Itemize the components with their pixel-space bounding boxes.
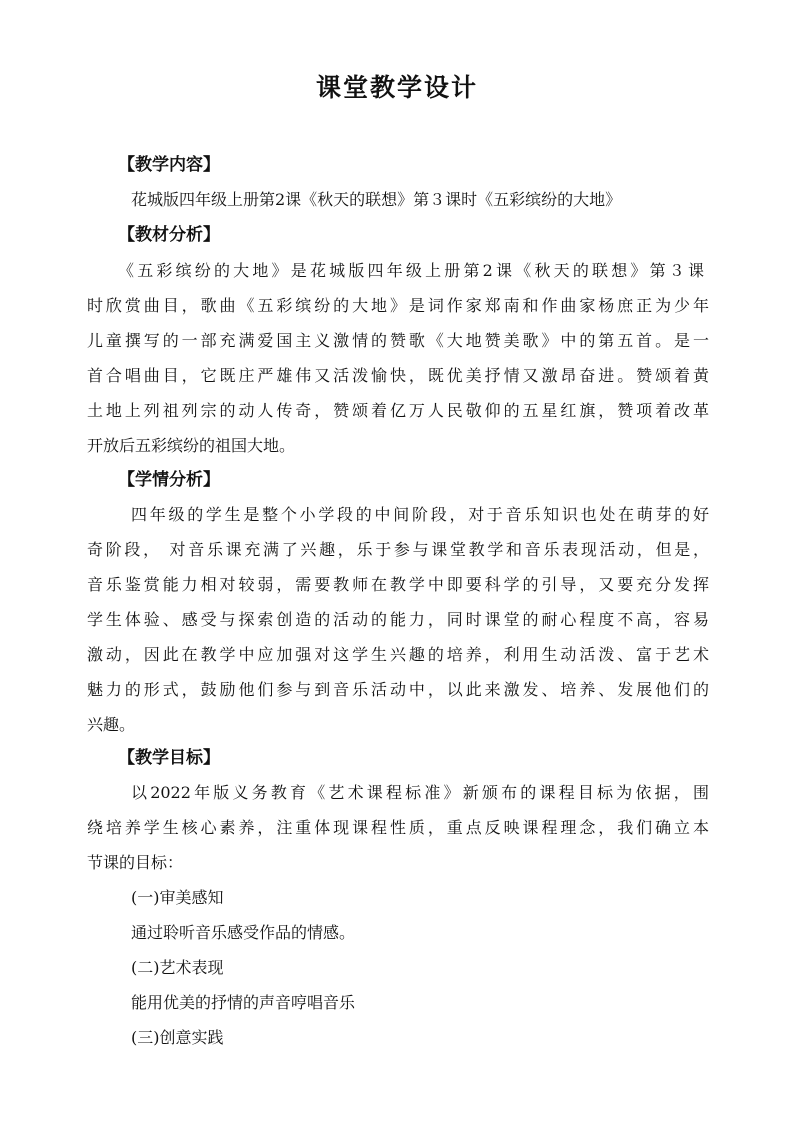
objective-desc: 通过聆听音乐感受作品的情感。 xyxy=(131,923,356,942)
objectives-line: 以2022年版义务教育《艺术课程标准》新颁布的课程目标为依据，围 xyxy=(131,783,709,802)
content-line: 花城版四年级上册第2课《秋天的联想》第３课时《五彩缤纷的大地》 xyxy=(131,190,622,209)
students-line: 音乐鉴赏能力相对较弱，需要教师在教学中即要科学的引导，又要充分发挥 xyxy=(87,575,709,594)
page-title: 课堂教学设计 xyxy=(315,73,478,102)
objective-desc: 能用优美的抒情的声音哼唱音乐 xyxy=(131,993,356,1012)
objectives-line: 节课的目标： xyxy=(87,853,184,872)
section-heading-material: 【教材分析】 xyxy=(118,225,220,245)
material-line: 儿童撰写的一部充满爱国主义激情的赞歌《大地赞美歌》中的第五首。是一 xyxy=(87,331,709,350)
students-line: 学生体验、感受与探索创造的活动的能力，同时课堂的耐心程度不高，容易 xyxy=(87,610,709,629)
section-heading-content: 【教学内容】 xyxy=(118,155,220,175)
objective-label: (三)创意实践 xyxy=(131,1028,224,1047)
objectives-line: 绕培养学生核心素养，注重体现课程性质，重点反映课程理念，我们确立本 xyxy=(87,818,709,837)
material-line: 土地上列祖列宗的动人传奇，赞颂着亿万人民敬仰的五星红旗，赞项着改革 xyxy=(87,401,709,420)
section-heading-objectives: 【教学目标】 xyxy=(118,748,220,768)
material-line: 开放后五彩缤纷的祖国大地。 xyxy=(87,436,296,455)
students-line: 四年级的学生是整个小学段的中间阶段，对于音乐知识也处在萌芽的好 xyxy=(131,505,709,524)
objective-label: (二)艺术表现 xyxy=(131,958,224,977)
students-line: 激动，因此在教学中应加强对这学生兴趣的培养，利用生动活泼、富于艺术 xyxy=(87,645,709,664)
material-line: 首合唱曲目，它既庄严雄伟又活泼愉快，既优美抒情又激昂奋进。赞颂着黄 xyxy=(87,366,709,385)
students-line: 兴趣。 xyxy=(87,715,136,734)
material-line: 《五彩缤纷的大地》是花城版四年级上册第2课《秋天的联想》第３课 xyxy=(118,261,704,280)
students-line: 魅力的形式，鼓励他们参与到音乐活动中，以此来激发、培养、发展他们的 xyxy=(87,680,709,699)
material-line: 时欣赏曲目，歌曲《五彩缤纷的大地》是词作家郑南和作曲家杨庶正为少年 xyxy=(87,296,709,315)
objective-label: (一)审美感知 xyxy=(131,888,224,907)
students-line: 奇阶段， 对音乐课充满了兴趣，乐于参与课堂教学和音乐表现活动，但是， xyxy=(87,540,709,559)
section-heading-students: 【学情分析】 xyxy=(118,470,220,490)
